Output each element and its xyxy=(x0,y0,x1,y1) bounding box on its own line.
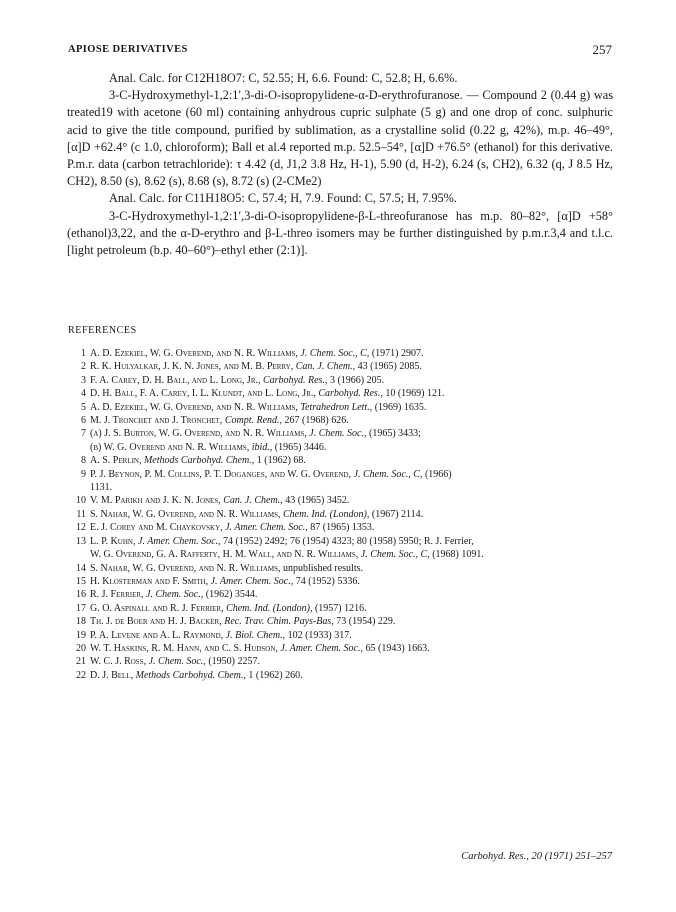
reference-journal: Chem. Ind. (London), xyxy=(283,508,370,520)
article-body xyxy=(67,70,613,259)
reference-details: (1965) 3446. xyxy=(274,441,327,453)
reference-journal: Can. J. Chem., xyxy=(223,495,283,507)
reference-authors: V. M. Parikh and J. K. N. Jones, xyxy=(90,495,221,507)
reference-authors: P. A. Levene and A. L. Raymond, xyxy=(90,629,224,641)
reference-number: 6 xyxy=(81,415,86,427)
reference-authors: W. T. Haskins, R. M. Hann, and C. S. Hudson, xyxy=(90,642,278,654)
reference-authors: A. D. Ezekiel, W. G. Overend, and N. R. Williams, xyxy=(90,401,298,413)
reference-number: 1 xyxy=(81,348,86,359)
reference-journal: J. Biol. Chem., xyxy=(225,629,286,641)
reference-continuation xyxy=(68,481,614,494)
reference-item xyxy=(68,427,614,440)
reference-details: 87 (1965) 1353. xyxy=(310,522,375,534)
reference-item xyxy=(68,401,614,414)
reference-journal: J. Chem. Soc., xyxy=(148,656,206,668)
reference-item xyxy=(68,535,614,548)
reference-journal: J. Amer. Chem. Soc., xyxy=(225,522,308,534)
reference-item xyxy=(68,629,614,642)
reference-details: 73 (1954) 229. xyxy=(336,616,396,628)
reference-number: 21 xyxy=(76,656,86,668)
references-heading: REFERENCES xyxy=(68,325,137,336)
reference-item xyxy=(68,347,614,360)
reference-number: 9 xyxy=(81,468,86,480)
reference-authors: L. P. Kuhn, xyxy=(90,535,136,547)
reference-authors: P. J. Beynon, P. M. Collins, P. T. Doganges, and W. G. Overend, xyxy=(90,468,352,480)
reference-item xyxy=(68,360,614,373)
reference-journal: J. Amer. Chem. Soc., xyxy=(280,642,363,654)
reference-journal: J. Chem. Soc., C, xyxy=(360,549,430,561)
reference-number: 2 xyxy=(81,361,86,373)
reference-authors: R. K. Hulyalkar, J. K. N. Jones, and M. B. Perry, xyxy=(90,361,294,373)
reference-details: (1962) 3544. xyxy=(205,589,258,601)
reference-details: 267 (1968) 626. xyxy=(284,415,349,427)
threofuranose-paragraph: 3-C-Hydroxymethyl-1,2:1′,3-di-O-isopropylidene-β-L-threofuranose has m.p. 80–82°, [α]D +58° (ethanol)3,22, and the α-D-erythro and β-L-threo isomers may be further distinguished by p.m.r.3,4 and t.l.c. [light petroleum (b.p. 40–60°)–ethyl ether (2:1)]. xyxy=(67,208,613,258)
reference-item xyxy=(68,508,614,521)
reference-details: 65 (1943) 1663. xyxy=(365,642,430,654)
reference-authors: G. O. Aspinall and R. J. Ferrier, xyxy=(90,602,224,614)
reference-details: (1967) 2114. xyxy=(371,508,424,520)
reference-authors: E. J. Corey and M. Chaykovsky, xyxy=(90,522,223,534)
reference-item xyxy=(68,387,614,400)
reference-item xyxy=(68,414,614,427)
reference-item xyxy=(68,642,614,655)
reference-number: 7 xyxy=(81,428,86,440)
reference-authors: D. J. Bell, xyxy=(90,669,134,681)
reference-authors: (b) W. G. Overend and N. R. Williams, xyxy=(90,441,250,453)
reference-details: (1971) 2907. xyxy=(371,348,424,359)
reference-details: 1 (1962) 68. xyxy=(256,455,306,467)
reference-item xyxy=(68,468,614,481)
reference-number: 19 xyxy=(76,629,86,641)
reference-authors: S. Nahar, W. G. Overend, and N. R. Williams, xyxy=(90,508,281,520)
reference-item xyxy=(68,562,614,575)
reference-authors: Th. J. de Boer and H. J. Backer, xyxy=(90,616,222,628)
reference-details: (1957) 1216. xyxy=(314,602,367,614)
reference-continuation xyxy=(68,548,614,561)
reference-details: 74 (1952) 2492; 76 (1954) 4323; 80 (1958) 5950; R. J. Ferrier, xyxy=(223,535,474,547)
reference-item xyxy=(68,669,614,682)
reference-number: 15 xyxy=(76,575,86,587)
reference-details: 43 (1965) 3452. xyxy=(285,495,350,507)
reference-details: unpublished results. xyxy=(283,562,363,574)
reference-item xyxy=(68,615,614,628)
reference-item xyxy=(68,575,614,588)
reference-number: 4 xyxy=(81,388,86,400)
reference-journal: Carbohyd. Res., xyxy=(318,388,383,400)
reference-item xyxy=(68,655,614,668)
journal-citation-footer: Carbohyd. Res., 20 (1971) 251–257 xyxy=(461,851,612,862)
reference-journal: Methods Carbohyd. Chem., xyxy=(135,669,246,681)
reference-continuation xyxy=(68,441,614,454)
reference-authors: (a) J. S. Burton, W. G. Overend, and N. R. Williams, xyxy=(90,428,307,440)
reference-journal: Methods Carbohyd. Chem., xyxy=(143,455,255,467)
reference-authors: F. A. Carey, D. H. Ball, and L. Long, Jr., xyxy=(90,374,261,386)
reference-item xyxy=(68,494,614,507)
reference-details: 3 (1966) 205. xyxy=(329,374,385,386)
reference-list xyxy=(68,347,614,682)
reference-journal: J. Chem. Soc., xyxy=(309,428,367,440)
reference-details: (1969) 1635. xyxy=(374,401,427,413)
reference-details: (1966) xyxy=(424,468,452,480)
reference-journal: Can. J. Chem., xyxy=(295,361,356,373)
reference-item xyxy=(68,602,614,615)
compound-paragraph: 3-C-Hydroxymethyl-1,2:1′,3-di-O-isopropylidene-α-D-erythrofuranose. — Compound 2 (0.44 g) was treated19 with acetone (60 ml) containing anhydrous cupric sulphate (5 g) and one drop of conc. sulphuric acid to give the title compound, purified by sublimation, as a crystalline solid (0.22 g, 42%), m.p. 46–49°, [α]D +62.4° (c 1.0, chloroform); Ball et al.4 reported m.p. 52.5–54°, [α]D +76.5° (ethanol) for this derivative. P.m.r. data (carbon tetrachloride): τ 4.42 (d, J1,2 3.8 Hz, H-1), 5.90 (d, H-2), 6.24 (s, CH2), 6.32 (q, J 8.5 Hz, CH2), 8.50 (s), 8.62 (s), 8.68 (s), 8.72 (s) (2-CMe2) xyxy=(67,88,613,189)
page-header xyxy=(68,42,612,62)
reference-authors: R. J. Ferrier, xyxy=(90,589,144,601)
reference-details: 43 (1965) 2085. xyxy=(357,361,422,373)
reference-number: 20 xyxy=(76,642,86,654)
reference-details: (1965) 3433; xyxy=(369,428,421,440)
reference-number: 12 xyxy=(76,522,86,534)
reference-authors: W. C. J. Ross, xyxy=(90,656,147,668)
reference-number: 13 xyxy=(76,535,86,547)
reference-authors: W. G. Overend, G. A. Rafferty, H. M. Wall, and N. R. Williams, xyxy=(90,549,359,561)
reference-item xyxy=(68,374,614,387)
reference-number: 8 xyxy=(81,455,86,467)
reference-journal: J. Amer. Chem. Soc., xyxy=(210,575,294,587)
reference-details: 102 (1933) 317. xyxy=(287,629,352,641)
reference-authors: A. D. Ezekiel, W. G. Overend, and N. R. Williams, xyxy=(90,348,298,359)
reference-journal: Chem. Ind. (London), xyxy=(226,602,313,614)
reference-journal: J. Chem. Soc., xyxy=(146,589,204,601)
page-number: 257 xyxy=(592,42,612,57)
reference-authors: M. J. Tronchet and J. Tronchet, xyxy=(90,415,223,427)
running-title: APIOSE DERIVATIVES xyxy=(68,44,188,55)
analysis-paragraph-1: Anal. Calc. for C12H18O7: C, 52.55; H, 6.6. Found: C, 52.8; H, 6.6%. xyxy=(109,71,458,85)
reference-journal: J. Chem. Soc., C, xyxy=(353,468,423,480)
reference-number: 11 xyxy=(76,508,86,520)
reference-journal: Rec. Trav. Chim. Pays-Bas, xyxy=(224,616,334,628)
reference-journal: Carbohyd. Res., xyxy=(262,374,328,386)
reference-authors: S. Nahar, W. G. Overend, and N. R. Williams, xyxy=(90,562,281,574)
reference-details: (1950) 2257. xyxy=(208,656,260,668)
reference-number: 16 xyxy=(76,589,86,601)
reference-number: 22 xyxy=(76,669,86,681)
reference-journal: J. Amer. Chem. Soc., xyxy=(137,535,221,547)
reference-authors: A. S. Perlin, xyxy=(90,455,142,467)
reference-item xyxy=(68,588,614,601)
reference-journal: ibid., xyxy=(251,441,273,453)
reference-journal: J. Chem. Soc., C, xyxy=(300,348,370,359)
reference-details: (1968) 1091. xyxy=(432,549,484,561)
reference-number: 14 xyxy=(76,562,86,574)
reference-item xyxy=(68,521,614,534)
reference-number: 17 xyxy=(76,602,86,614)
reference-authors: H. Klosterman and F. Smith, xyxy=(90,575,209,587)
reference-number: 3 xyxy=(81,374,86,386)
reference-authors: D. H. Ball, F. A. Carey, I. L. Klundt, and L. Long, Jr., xyxy=(90,388,316,400)
reference-details: 10 (1969) 121. xyxy=(385,388,445,400)
reference-details: 1 (1962) 260. xyxy=(248,669,303,681)
reference-number: 5 xyxy=(81,401,86,413)
reference-number: 10 xyxy=(76,495,86,507)
reference-number: 18 xyxy=(76,616,86,628)
analysis-paragraph-2: Anal. Calc. for C11H18O5: C, 57.4; H, 7.9. Found: C, 57.5; H, 7.95%. xyxy=(109,191,457,206)
reference-details: 1131. xyxy=(90,482,113,494)
reference-details: 74 (1952) 5336. xyxy=(295,575,360,587)
reference-journal: Compt. Rend., xyxy=(224,415,283,427)
reference-item xyxy=(68,454,614,467)
reference-journal: Tetrahedron Lett., xyxy=(300,401,373,413)
